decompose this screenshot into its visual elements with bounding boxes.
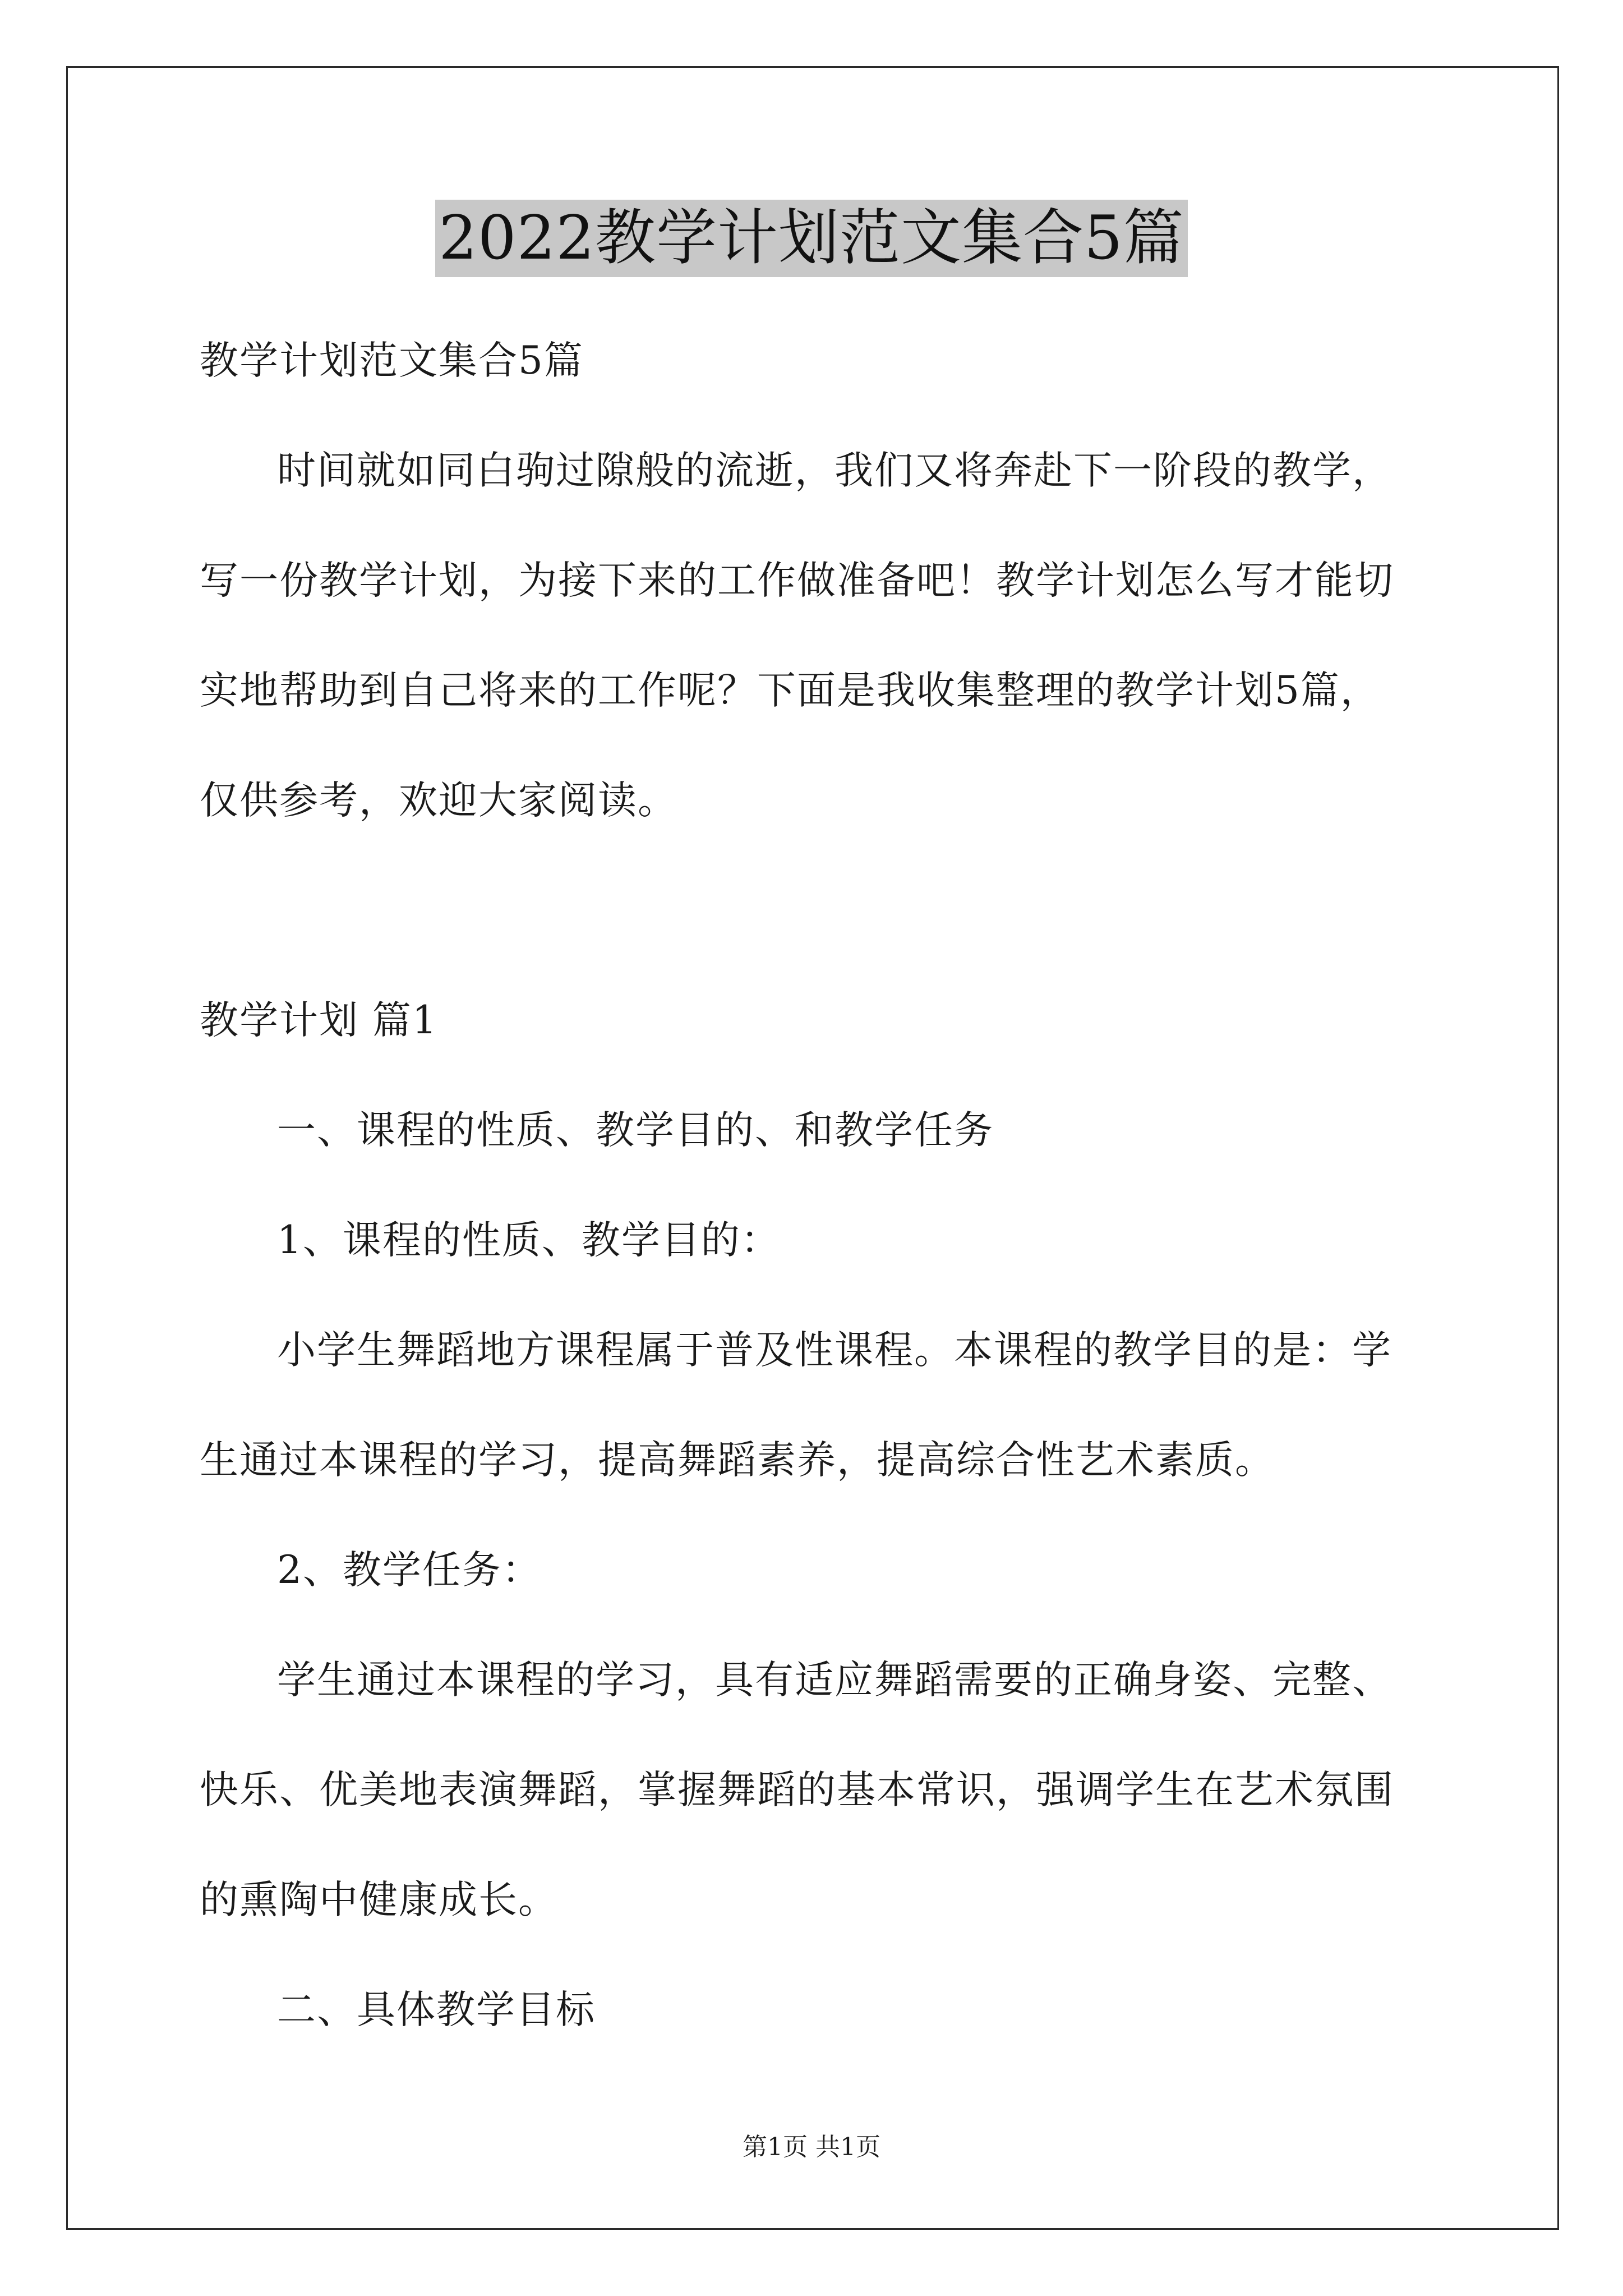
paragraph-line: 学生通过本课程的学习，具有适应舞蹈需要的正确身姿、完整、: [277, 1658, 1392, 1703]
intro-paragraph-line: 实地帮助到自己将来的工作呢？下面是我收集整理的教学计划5篇，: [200, 668, 1380, 713]
heading-teaching-goals: 二、具体教学目标: [277, 1987, 596, 2032]
page-number-footer: 第1页 共1页: [743, 2133, 880, 2161]
subheading-purpose: 1、课程的性质、教学目的：: [277, 1218, 781, 1263]
blank-line: [200, 855, 1433, 965]
document-body: [200, 306, 1433, 2065]
subheading-tasks: 2、教学任务：: [277, 1548, 542, 1593]
paragraph-line: 小学生舞蹈地方课程属于普及性课程。本课程的教学目的是：学: [277, 1328, 1392, 1373]
paragraph-line: 的熏陶中健康成长。: [200, 1878, 558, 1922]
intro-paragraph-line: 时间就如同白驹过隙般的流逝，我们又将奔赴下一阶段的教学，: [277, 448, 1392, 493]
document-title: 2022教学计划范文集合5篇: [435, 200, 1188, 277]
intro-paragraph-line: 仅供参考，欢迎大家阅读。: [200, 778, 677, 823]
document-subtitle: 教学计划范文集合5篇: [200, 338, 584, 383]
title-container: [0, 200, 1623, 277]
intro-paragraph-line: 写一份教学计划，为接下来的工作做准备吧！教学计划怎么写才能切: [200, 558, 1394, 603]
heading-course-nature: 一、课程的性质、教学目的、和教学任务: [277, 1108, 994, 1153]
paragraph-line: 生通过本课程的学习，提高舞蹈素养，提高综合性艺术素质。: [200, 1438, 1275, 1483]
section-heading: 教学计划 篇1: [200, 998, 438, 1043]
paragraph-line: 快乐、优美地表演舞蹈，掌握舞蹈的基本常识，强调学生在艺术氛围: [200, 1768, 1394, 1812]
